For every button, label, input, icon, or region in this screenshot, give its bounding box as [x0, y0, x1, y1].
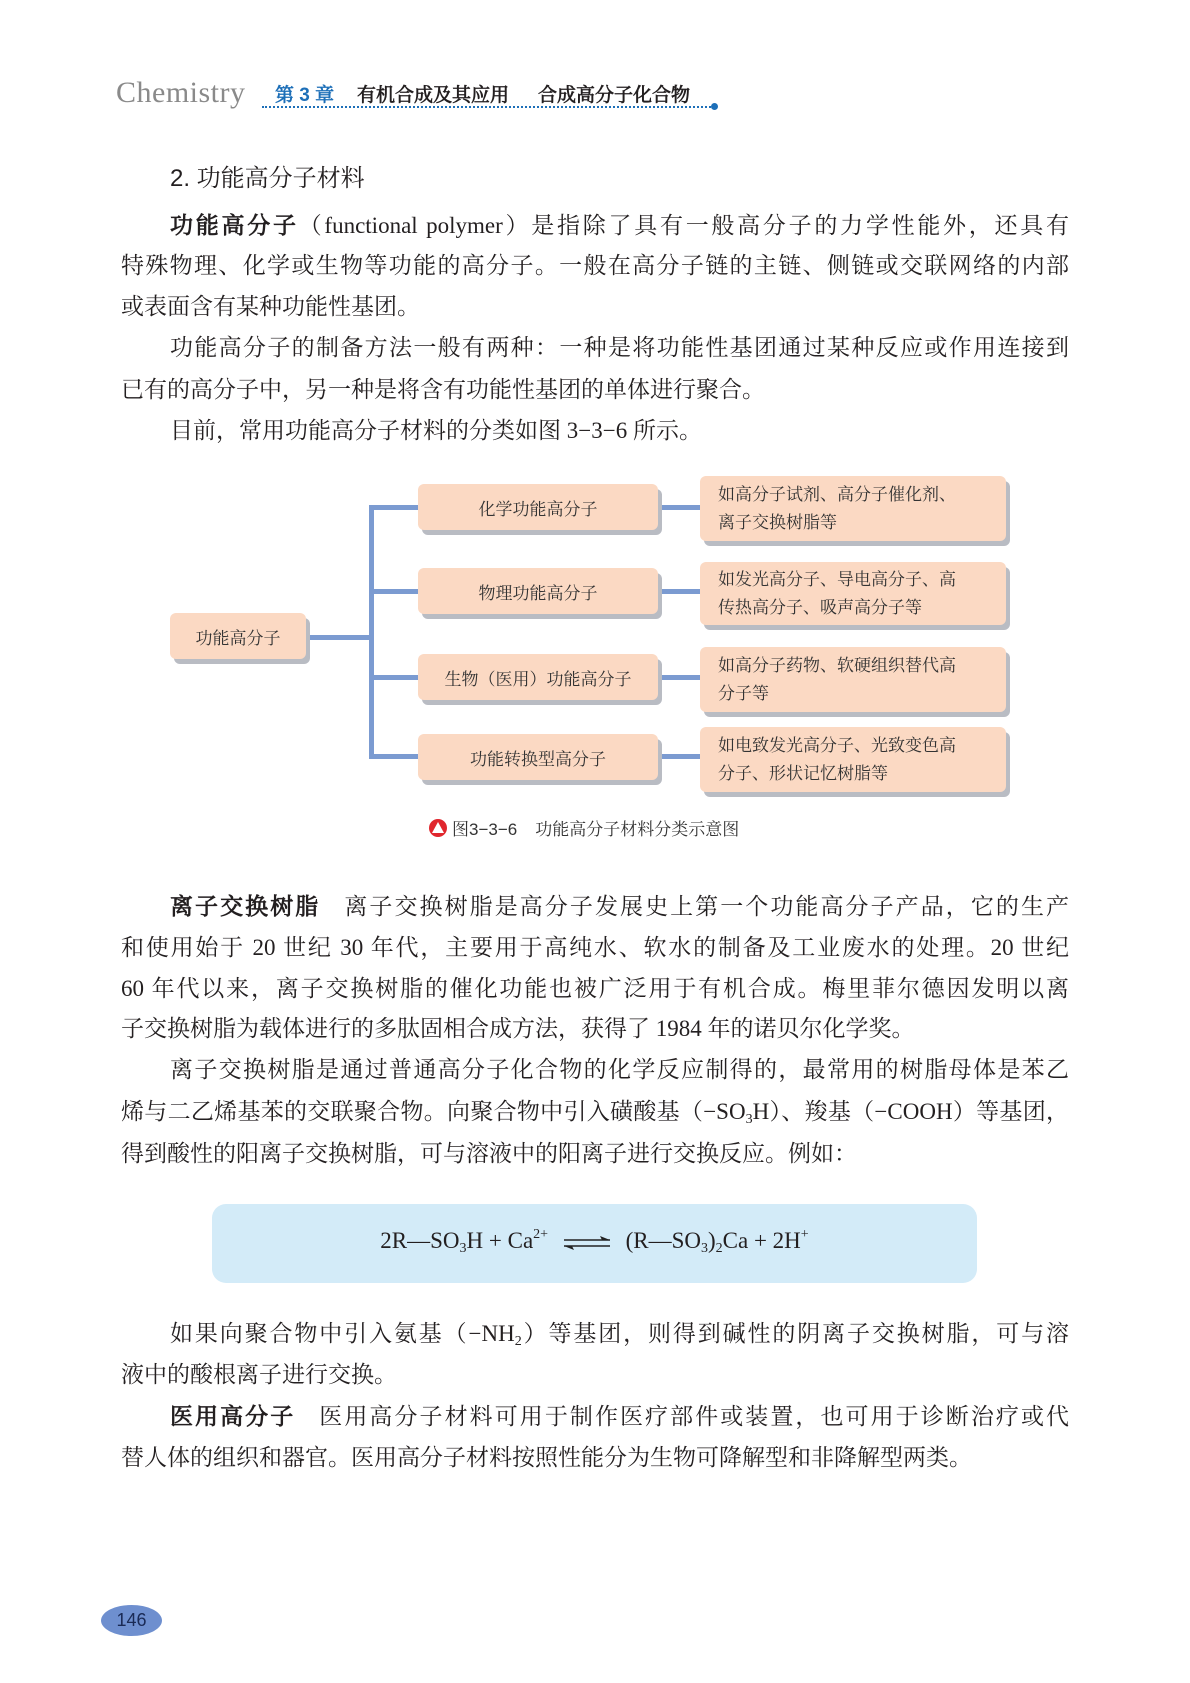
connector [658, 589, 700, 594]
desc-line: 如高分子药物、软硬组织替代高 [718, 655, 956, 675]
header-dot [711, 103, 718, 110]
eq-sub: 2 [715, 1241, 723, 1256]
paragraph-line: 液中的酸根离子进行交换。 [121, 1362, 397, 1387]
desc-line: 如高分子试剂、高分子催化剂、 [718, 484, 956, 504]
eq-part: 2R—SO [380, 1228, 460, 1253]
desc-line: 传热高分子、吸声高分子等 [718, 597, 922, 617]
subscript: 3 [745, 1112, 753, 1127]
page-number: 146 [101, 1605, 162, 1636]
text: H）、羧基（−COOH）等基团， [752, 1099, 1069, 1124]
paragraph-line: 60 年代以来，离子交换树脂的催化功能也被广泛用于有机合成。梅里菲尔德因发明以离 [121, 976, 1069, 1001]
root-node: 功能高分子 [170, 613, 306, 659]
paragraph-line: 替人体的组织和器官。医用高分子材料按照性能分为生物可降解型和非降解型两类。 [121, 1445, 972, 1470]
eq-sub: 3 [459, 1241, 467, 1256]
connector [369, 505, 374, 757]
paragraph-line: 离子交换树脂是通过普通高分子化合物的化学反应制得的，最常用的树脂母体是苯乙 [170, 1057, 1069, 1082]
paragraph-line: 得到酸性的阳离子交换树脂，可与溶液中的阳离子进行交换反应。例如： [121, 1141, 857, 1166]
subject-label: Chemistry [116, 76, 246, 109]
desc-line: 分子、形状记忆树脂等 [718, 763, 888, 783]
branch-node: 化学功能高分子 [418, 484, 658, 530]
text: 如果向聚合物中引入氨基（−NH [170, 1321, 515, 1346]
paragraph-line [121, 1097, 1069, 1127]
desc-line: 离子交换树脂等 [718, 512, 837, 532]
header-dotted-rule [262, 106, 714, 108]
text: 烯与二乙烯基苯的交联聚合物。向聚合物中引入磺酸基（−SO [121, 1099, 746, 1124]
connector [369, 589, 419, 594]
connector [369, 754, 419, 759]
eq-sub: 3 [700, 1241, 708, 1256]
paragraph-line: 或表面含有某种功能性基团。 [121, 294, 420, 319]
branch-node: 生物（医用）功能高分子 [418, 654, 658, 700]
eq-sup: + [800, 1227, 809, 1242]
description-node [700, 727, 1006, 792]
figure-caption-text: 功能高分子材料分类示意图 [535, 820, 740, 839]
paragraph-line: 特殊物理、化学或生物等功能的高分子。一般在高分子链的主链、侧链或交联网络的内部 [121, 253, 1069, 278]
text: （functional polymer）是指除了具有一般高分子的力学性能外，还具有 [298, 213, 1069, 238]
paragraph-line [170, 210, 1069, 241]
paragraph-line [170, 891, 1069, 922]
eq-part: Ca + 2H [722, 1228, 801, 1253]
description-node [700, 647, 1006, 712]
connector [369, 505, 419, 510]
term-ion-exchange-resin: 离子交换树脂 [170, 893, 321, 919]
figure-caption [428, 815, 739, 840]
paragraph-line [170, 1401, 1069, 1432]
equilibrium-arrow-icon [562, 1235, 612, 1251]
desc-line: 如电致发光高分子、光致变色高 [718, 735, 956, 755]
connector [306, 635, 372, 640]
eq-sup: 2+ [533, 1227, 549, 1242]
chemical-equation [212, 1228, 977, 1254]
figure-number: 图3−3−6 [452, 820, 518, 839]
section-title: 2. 功能高分子材料 [170, 165, 365, 192]
branch-node: 功能转换型高分子 [418, 734, 658, 780]
paragraph-line: 功能高分子的制备方法一般有两种：一种是将功能性基团通过某种反应或作用连接到 [170, 335, 1069, 360]
branch-node: 物理功能高分子 [418, 568, 658, 614]
term-functional-polymer: 功能高分子 [170, 212, 299, 238]
chapter-title: 有机合成及其应用 [357, 85, 510, 106]
paragraph-line: 已有的高分子中，另一种是将含有功能性基团的单体进行聚合。 [121, 377, 765, 402]
eq-part: (R—SO [625, 1228, 701, 1253]
connector [658, 505, 700, 510]
paragraph-line: 目前，常用功能高分子材料的分类如图 3−3−6 所示。 [170, 418, 702, 443]
description-node [700, 476, 1006, 541]
text: 医用高分子材料可用于制作医疗部件或装置，也可用于诊断治疗或代 [319, 1404, 1070, 1429]
subscript: 2 [514, 1334, 522, 1349]
eq-part: ) [707, 1228, 716, 1253]
desc-line: 如发光高分子、导电高分子、高 [718, 569, 956, 589]
triangle-marker-icon [428, 818, 448, 838]
eq-part: H + Ca [466, 1228, 534, 1253]
connector [369, 675, 419, 680]
text: 离子交换树脂是高分子发展史上第一个功能高分子产品，它的生产 [344, 894, 1070, 919]
term-medical-polymer: 医用高分子 [170, 1403, 296, 1429]
connector [658, 675, 700, 680]
paragraph-line: 和使用始于 20 世纪 30 年代，主要用于高纯水、软水的制备及工业废水的处理。20 世纪 [121, 935, 1069, 960]
chapter-number: 第 3 章 [275, 85, 335, 106]
desc-line: 分子等 [718, 683, 769, 703]
paragraph-line [170, 1319, 1069, 1349]
section-header-title: 合成高分子化合物 [538, 85, 691, 106]
paragraph-line: 子交换树脂为载体进行的多肽固相合成方法，获得了 1984 年的诺贝尔化学奖。 [121, 1016, 915, 1041]
connector [658, 754, 700, 759]
text: ）等基团，则得到碱性的阴离子交换树脂，可与溶 [521, 1321, 1069, 1346]
description-node [700, 562, 1006, 625]
